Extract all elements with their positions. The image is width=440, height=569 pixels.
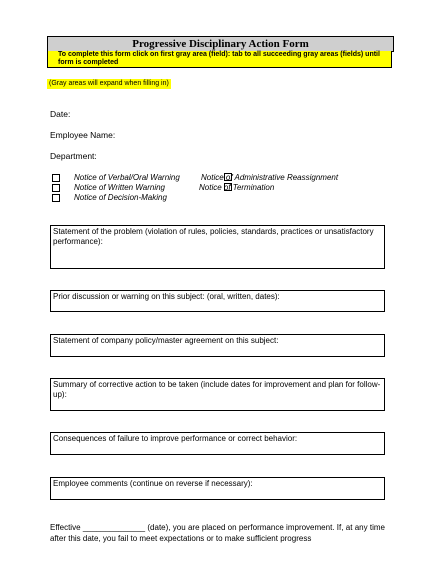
- termination-label: Notice of Termination: [199, 183, 275, 192]
- problem-statement-box[interactable]: [50, 225, 385, 269]
- decision-making-checkbox[interactable]: [52, 194, 60, 202]
- consequences-box[interactable]: [50, 432, 385, 455]
- prior-discussion-box[interactable]: [50, 290, 385, 312]
- verbal-warning-label: Notice of Verbal/Oral Warning: [74, 173, 180, 182]
- corrective-action-box[interactable]: [50, 378, 385, 411]
- consequences-label: Consequences of failure to improve performance or correct behavior:: [53, 434, 298, 443]
- prior-discussion-label: Prior discussion or warning on this subject: (oral, written, dates):: [53, 292, 280, 301]
- effective-date-paragraph: Effective ______________ (date), you are placed on performance improvement. If, at any time after this date, you fail to meet expectations or to make sufficient progress: [50, 523, 385, 543]
- employee-comments-label: Employee comments (continue on reverse if necessary):: [53, 479, 253, 488]
- date-field-label: Date:: [50, 109, 71, 119]
- corrective-action-label: Summary of corrective action to be taken (include dates for improvement and plan for follow-up):: [53, 380, 381, 399]
- department-field-label: Department:: [50, 151, 97, 161]
- employee-name-field-label: Employee Name:: [50, 130, 116, 140]
- admin-reassignment-checkbox[interactable]: [224, 173, 232, 181]
- written-warning-checkbox[interactable]: [52, 184, 60, 192]
- termination-checkbox[interactable]: [224, 183, 232, 191]
- employee-comments-box[interactable]: [50, 477, 385, 500]
- decision-making-label: Notice of Decision-Making: [74, 193, 167, 202]
- form-instructions: To complete this form click on first gray area (field): tab to all succeeding gray areas (fields) until form is completed: [47, 51, 392, 68]
- problem-statement-label: Statement of the problem (violation of rules, policies, standards, practices or unsatisfactory performance):: [53, 227, 374, 246]
- company-policy-label: Statement of company policy/master agreement on this subject:: [53, 336, 279, 345]
- admin-reassignment-label: Notice of Administrative Reassignment: [201, 173, 339, 182]
- verbal-warning-checkbox[interactable]: [52, 174, 60, 182]
- gray-areas-note: (Gray areas will expand when filling in): [49, 80, 169, 87]
- company-policy-box[interactable]: [50, 334, 385, 357]
- written-warning-label: Notice of Written Warning: [74, 183, 165, 192]
- form-title: Progressive Disciplinary Action Form: [47, 36, 394, 52]
